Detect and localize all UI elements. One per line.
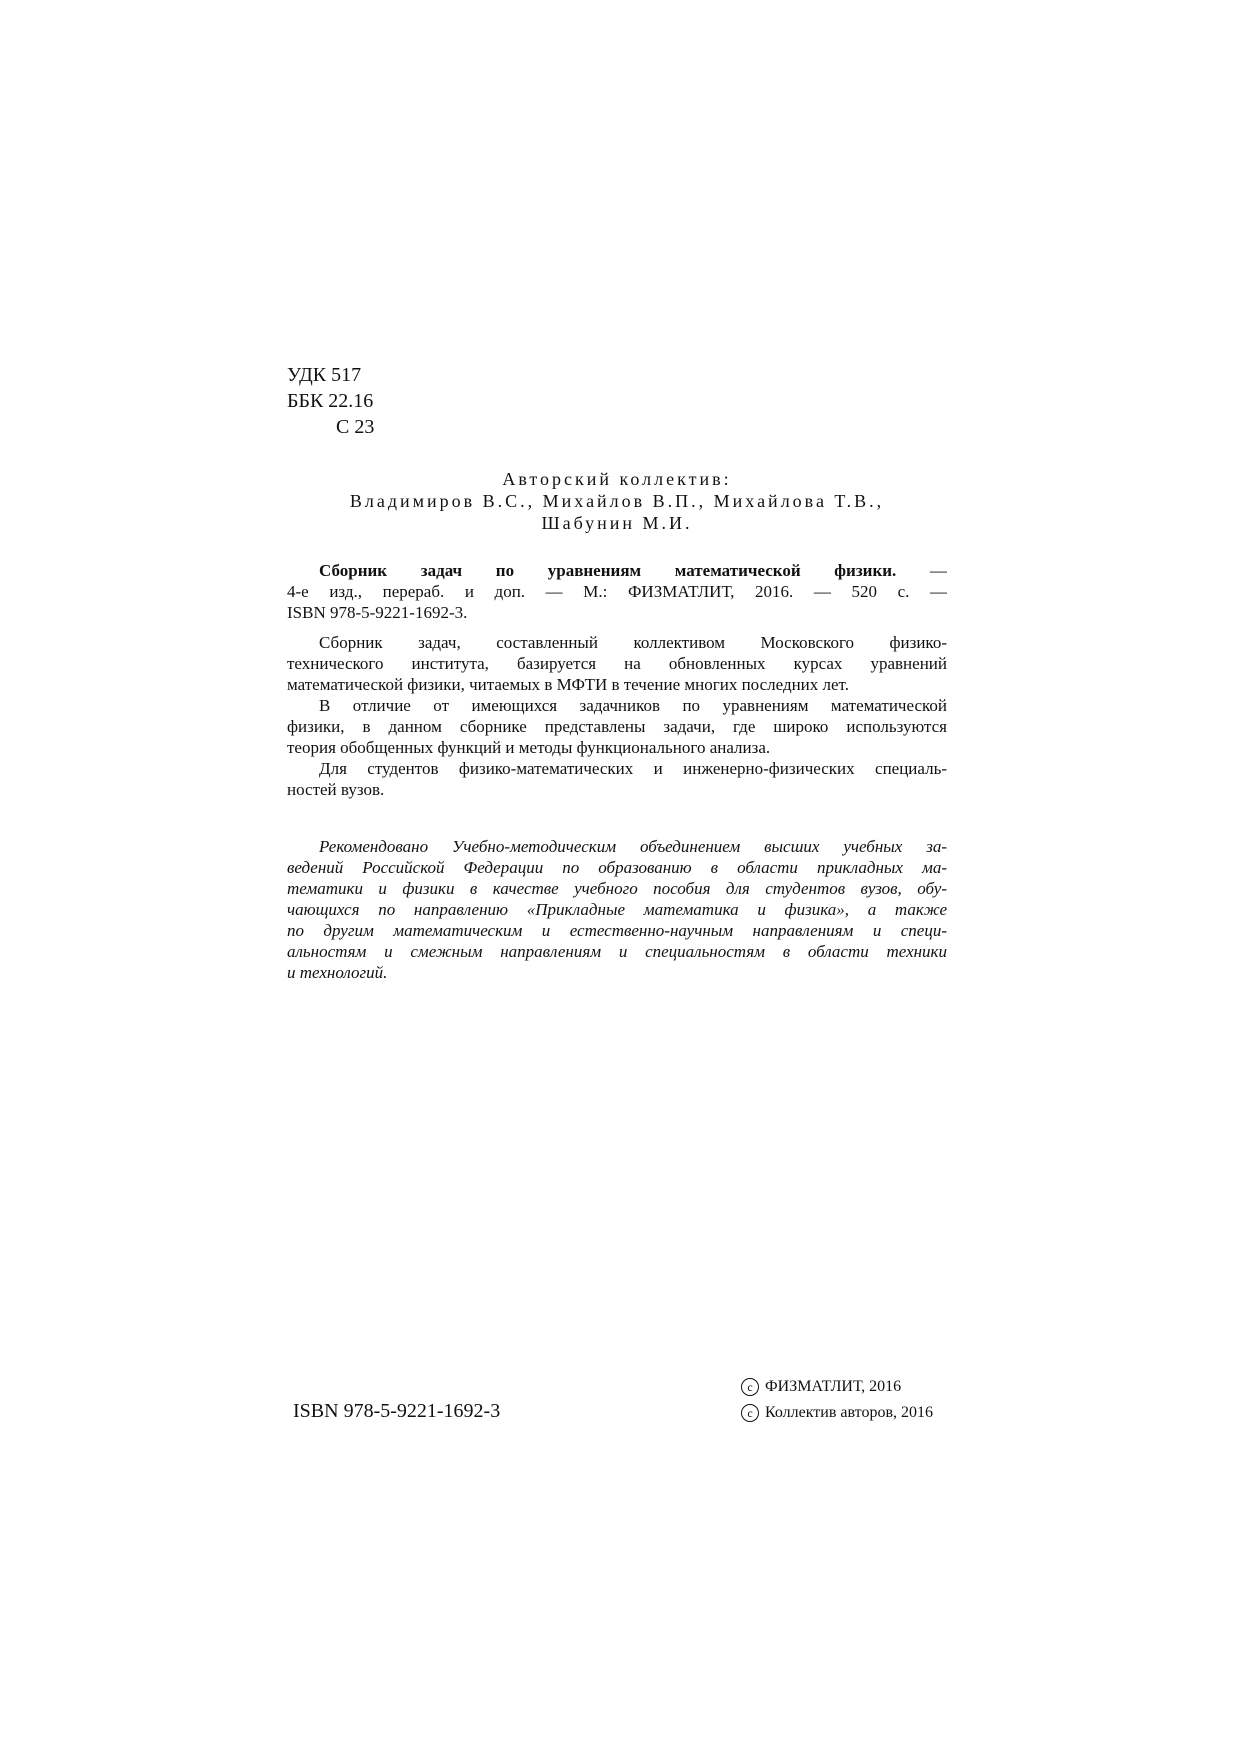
annotation-line: математической физики, читаемых в МФТИ в течение многих последних лет.: [287, 675, 849, 694]
copyright-icon: c: [741, 1404, 759, 1422]
annotation-line: физики, в данном сборнике представлены задачи, где широко используются: [287, 717, 947, 736]
copyright-publisher: [741, 1377, 901, 1397]
recommendation-line: альностям и смежным направлениям и специальностям в области техники: [287, 942, 947, 961]
copyright-publisher-text: ФИЗМАТЛИТ, 2016: [765, 1378, 902, 1395]
bbk-code: ББК 22.16: [287, 390, 374, 412]
copyright-authors-text: Коллектив авторов, 2016: [765, 1404, 933, 1421]
recommendation-line: и технологий.: [287, 963, 388, 982]
isbn-footer: ISBN 978-5-9221-1692-3: [293, 1400, 501, 1422]
udk-code: УДК 517: [287, 364, 362, 386]
book-title: Сборник задач по уравнениям математической физики.: [319, 561, 897, 580]
authors-heading: Авторский коллектив:: [502, 469, 732, 489]
recommendation-line: ведений Российской Федерации по образованию в области прикладных ма-: [287, 858, 947, 877]
bibliographic-line-1: [287, 560, 947, 581]
annotation: [287, 632, 947, 800]
bibliographic-record: [287, 560, 947, 623]
authors-line-1: Владимиров В.С., Михайлов В.П., Михайлова Т.В.,: [349, 491, 885, 511]
authors-line-2: Шабунин М.И.: [541, 513, 693, 533]
annotation-line: ностей вузов.: [287, 780, 385, 799]
annotation-line: В отличие от имеющихся задачников по уравнениям математической: [319, 696, 947, 715]
bibliographic-line-3: ISBN 978-5-9221-1692-3.: [287, 603, 468, 622]
recommendation-line: чающихся по направлению «Прикладные математика и физика», а также: [287, 900, 947, 919]
annotation-line: Сборник задач, составленный коллективом Московского физико-: [319, 633, 947, 652]
annotation-line: теория обобщенных функций и методы функционального анализа.: [287, 738, 771, 757]
copyright-icon: c: [741, 1378, 759, 1396]
recommendation-line: Рекомендовано Учебно-методическим объединением высших учебных за-: [319, 837, 947, 856]
annotation-line: технического института, базируется на обновленных курсах уравнений: [287, 654, 947, 673]
recommendation-line: тематики и физики в качестве учебного пособия для студентов вузов, обу-: [287, 879, 947, 898]
annotation-line: Для студентов физико-математических и инженерно-физических специаль-: [319, 759, 947, 778]
title-dash: —: [930, 561, 947, 580]
author-mark: С 23: [336, 416, 375, 438]
recommendation-line: по другим математическим и естественно-научным направлениям и специ-: [287, 921, 947, 940]
copyright-authors: [741, 1403, 933, 1423]
bibliographic-line-2: 4-е изд., перераб. и доп. — М.: ФИЗМАТЛИТ, 2016. — 520 с. —: [287, 582, 947, 601]
recommendation: [287, 836, 947, 983]
